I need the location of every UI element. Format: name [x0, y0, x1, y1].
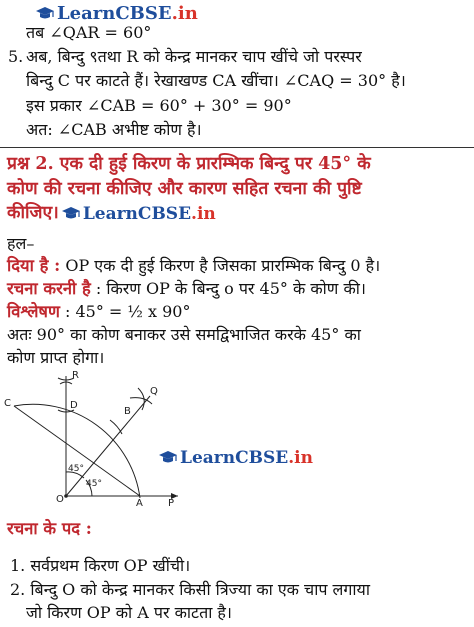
therefore-line1: अतः 90° का कोण बनाकर उसे समद्विभाजित करके 45° का	[7, 325, 361, 344]
logo-text: LearnCBSE	[180, 448, 289, 468]
step5-line3: इस प्रकार ∠CAB = 60° + 30° = 90°	[26, 96, 292, 115]
logo-domain: .in	[191, 203, 216, 224]
question-line2: कोण की रचना कीजिए और कारण सहित रचना की पुष्टि	[7, 179, 362, 199]
step-2-line1: 2. बिन्दु O को केन्द्र मानकर किसी त्रिज्या का एक चाप लगाया	[10, 580, 370, 599]
logo-domain: .in	[171, 3, 198, 24]
solution-heading: हल–	[7, 234, 35, 253]
ray-oq	[66, 396, 150, 496]
logo-text: LearnCBSE	[57, 3, 172, 24]
learncbse-logo-inline	[61, 204, 216, 224]
analysis-text: : 45° = ½ x 90°	[59, 302, 191, 321]
construct-text: : किरण OP के बिन्दु o पर 45° के कोण की।	[90, 279, 366, 298]
label-q: Q	[150, 386, 158, 397]
step5-line4: अत: ∠CAB अभीष्ट कोण है।	[26, 120, 202, 139]
arc-mark-q2	[130, 398, 152, 404]
label-d: D	[70, 400, 78, 411]
label-angle-upper: 45°	[68, 464, 84, 474]
logo-text: LearnCBSE	[82, 203, 192, 224]
learncbse-logo-top	[35, 3, 198, 24]
point-o	[64, 494, 68, 498]
label-p: P	[168, 498, 175, 508]
therefore-line2: कोण प्राप्त होगा।	[7, 348, 105, 367]
step-1: 1. सर्वप्रथम किरण OP खींची।	[10, 556, 191, 575]
learncbse-logo-middle	[158, 448, 313, 468]
construct-label: रचना करनी है	[7, 279, 91, 298]
graduation-cap-icon	[61, 206, 81, 222]
step5-line2: बिन्दु C पर काटते हैं। रेखाखण्ड CA खींचा। ∠CAQ = 30° है।	[26, 71, 406, 90]
step5-number: 5.	[8, 47, 24, 66]
logo-domain: .in	[288, 448, 313, 468]
label-r: R	[72, 370, 79, 381]
label-b: B	[124, 406, 131, 417]
graduation-cap-icon	[158, 450, 178, 466]
given-label: दिया है :	[7, 256, 61, 275]
section-divider	[0, 147, 474, 148]
question-line1: प्रश्न 2. एक दी हुई किरण के प्रारम्भिक बिन्दु पर 45° के	[7, 154, 371, 174]
graduation-cap-icon	[35, 6, 55, 22]
label-o: O	[56, 494, 64, 505]
label-a: A	[136, 498, 143, 508]
steps-heading: रचना के पद :	[7, 519, 92, 538]
step-2-line2: जो किरण OP को A पर काटता है।	[26, 603, 232, 622]
step5-line1: अब, बिन्दु ९तथा R को केन्द्र मानकर चाप खींचे जो परस्पर	[26, 47, 362, 66]
line-angle-qar: तब ∠QAR = 60°	[26, 23, 152, 42]
label-c: C	[4, 398, 11, 409]
question-line3: कीजिए।	[7, 203, 59, 223]
construction-diagram	[0, 368, 474, 508]
analysis-label: विश्लेषण	[7, 302, 60, 321]
given-text: OP एक दी हुई किरण है जिसका प्रारम्भिक बिन्दु 0 है।	[60, 256, 381, 275]
label-angle-lower: 45°	[86, 479, 102, 489]
